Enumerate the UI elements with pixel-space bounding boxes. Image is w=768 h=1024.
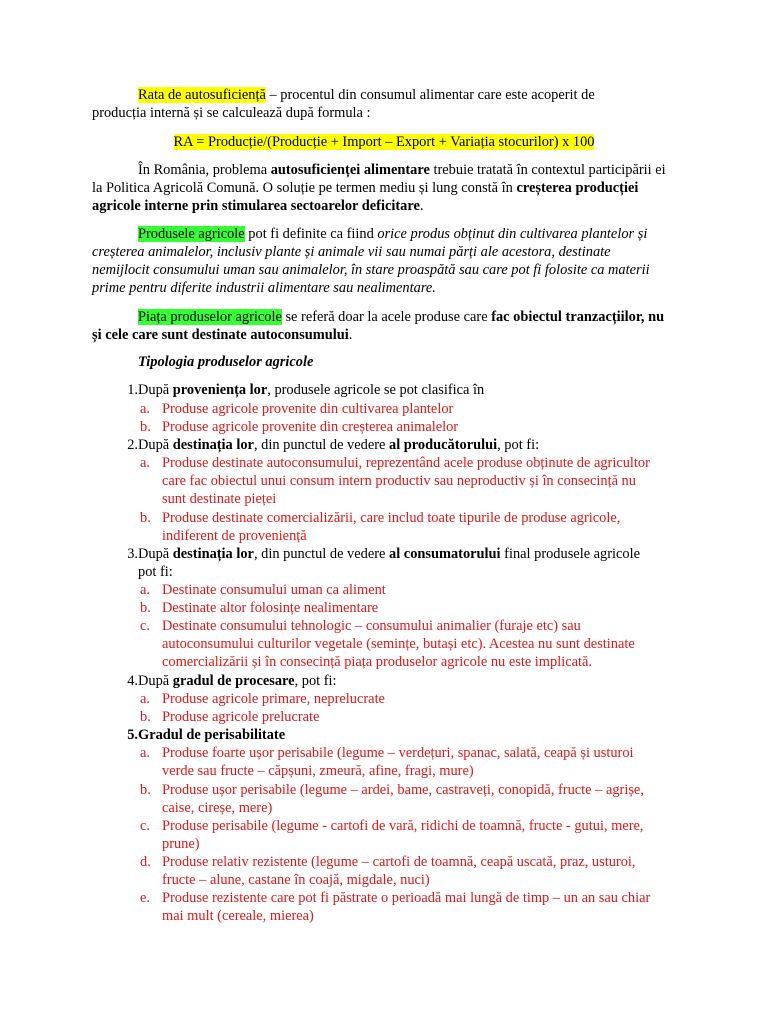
piata-term: Piața produselor agricole bbox=[138, 309, 282, 325]
produse-italic-definition: orice produs obținut din cultivarea plantelor și creșterea animalelor, inclusiv plante și animale vii sau numai părți ale acestora, destinate nemijlocit consumului uman sau animalelor, în stare proaspătă sau care pot fi folosite ca materii prime pentru diferite industrii alimentare sau nealimentare. bbox=[92, 226, 650, 296]
list-item-3-bold2: al consumatorului bbox=[389, 546, 501, 562]
list-item-1-pre: După bbox=[138, 382, 173, 398]
sub-letter: a. bbox=[140, 691, 150, 707]
list-item-4-post: , pot fi: bbox=[294, 673, 337, 689]
list-item-1-post: , produsele agricole se pot clasifica în bbox=[267, 382, 485, 398]
romania-text-2: trebuie tratată în contextul participării ei la Politica Agricolă Comună. O soluție pe termen mediu și lung constă în bbox=[92, 162, 666, 196]
self-sufficiency-term: Rata de autosuficiență bbox=[138, 87, 266, 103]
list-item-3-post: , din punctul de vedere bbox=[253, 546, 390, 562]
list-item-3-bold: destinația lor bbox=[172, 546, 254, 562]
list-number-3: 3. bbox=[127, 546, 138, 562]
sub-item: Produse perisabile (legume - cartofi de vară, ridichi de toamnă, fructe - gutui, mere, prune) bbox=[162, 818, 644, 852]
self-sufficiency-definition-line2: producția internă și se calculează după formula : bbox=[92, 105, 371, 121]
sub-letter: b. bbox=[140, 419, 151, 435]
sub-item: Produse relativ rezistente (legume – cartofi de toamnă, ceapă uscată, praz, usturoi, fructe – alune, castane în coajă, migdale, nuci) bbox=[162, 854, 636, 888]
formula-line bbox=[0, 133, 768, 151]
list-item-3-pre: După bbox=[138, 546, 173, 562]
sub-item: Produse foarte ușor perisabile (legume – verdețuri, spanac, salată, ceapă și usturoi verde sau fructe – căpșuni, zmeură, afine, fragi, mure) bbox=[162, 745, 634, 779]
sub-item: Produse agricole prelucrate bbox=[162, 709, 320, 725]
sub-letter: c. bbox=[140, 618, 150, 634]
sub-item: Produse destinate autoconsumului, reprezentând acele produse obținute de agricultor care fac obiectul unui consum intern productiv sau neproductiv și în consecință nu sunt destinate pieței bbox=[162, 455, 650, 507]
list-number-1: 1. bbox=[127, 382, 138, 398]
romania-bold-2: creșterea producției agricole interne prin stimularea sectoarelor deficitare bbox=[92, 180, 639, 214]
sub-item: Destinate altor folosințe nealimentare bbox=[162, 600, 379, 616]
list-item-2-bold: destinația lor bbox=[172, 437, 254, 453]
sub-letter: a. bbox=[140, 455, 150, 471]
list-item-5-bold: Gradul de perisabilitate bbox=[138, 727, 286, 743]
list-number-2: 2. bbox=[127, 437, 138, 453]
sub-item: Produse destinate comercializării, care includ toate tipurile de produse agricole, indiferent de proveniență bbox=[162, 510, 621, 544]
formula: RA = Producție/(Producție + Import – Export + Variația stocurilor) x 100 bbox=[173, 134, 595, 150]
list-item-2-post2: , pot fi: bbox=[497, 437, 540, 453]
sub-letter: a. bbox=[140, 401, 150, 417]
piata-text-2: . bbox=[348, 327, 353, 343]
list-item-2-pre: După bbox=[138, 437, 173, 453]
sub-letter: b. bbox=[140, 600, 151, 616]
romania-paragraph bbox=[92, 161, 666, 215]
produse-term: Produsele agricole bbox=[138, 226, 245, 242]
list-item-5 bbox=[138, 726, 658, 744]
sub-letter: c. bbox=[140, 818, 150, 834]
piata-paragraph bbox=[92, 308, 666, 344]
sub-letter: e. bbox=[140, 890, 150, 906]
list-item-3-post2: final produsele agricole pot fi: bbox=[138, 546, 641, 580]
sub-item: Produse agricole provenite din cultivarea plantelor bbox=[162, 401, 454, 417]
list-item-3 bbox=[138, 545, 658, 581]
sub-item: Destinate consumului uman ca aliment bbox=[162, 582, 386, 598]
sub-item: Produse agricole provenite din creșterea animalelor bbox=[162, 419, 459, 435]
sub-item: Produse ușor perisabile (legume – ardei, bame, castraveți, conopidă, fructe – agrișe, caise, cireșe, mere) bbox=[162, 782, 644, 816]
sub-letter: b. bbox=[140, 510, 151, 526]
list-number-4: 4. bbox=[127, 673, 138, 689]
sub-item: Produse rezistente care pot fi păstrate o perioadă mai lungă de timp – un an sau chiar mai mult (cereale, mierea) bbox=[162, 890, 651, 924]
sub-letter: a. bbox=[140, 745, 150, 761]
sub-letter: b. bbox=[140, 709, 151, 725]
sub-letter: d. bbox=[140, 854, 151, 870]
produse-text: pot fi definite ca fiind bbox=[244, 226, 378, 242]
sub-letter: b. bbox=[140, 782, 151, 798]
self-sufficiency-paragraph bbox=[92, 86, 666, 122]
list-item-1-bold: proveniența lor bbox=[172, 382, 268, 398]
sub-letter: a. bbox=[140, 582, 150, 598]
produse-paragraph bbox=[92, 225, 666, 297]
romania-text-3: . bbox=[419, 198, 424, 214]
romania-bold-1: autosuficienței alimentare bbox=[270, 162, 430, 178]
piata-bold: fac obiectul tranzacțiilor, nu și cele care sunt destinate autoconsumului bbox=[92, 309, 665, 343]
list-number-5: 5. bbox=[127, 727, 138, 743]
self-sufficiency-definition-line1: – procentul din consumul alimentar care este acoperit de bbox=[265, 87, 595, 103]
list-item-2-post: , din punctul de vedere bbox=[253, 437, 390, 453]
list-item-4 bbox=[138, 672, 658, 690]
sub-item: Produse agricole primare, neprelucrate bbox=[162, 691, 385, 707]
piata-text-1: se referă doar la acele produse care bbox=[281, 309, 492, 325]
list-item-4-pre: După bbox=[138, 673, 173, 689]
list-item-2 bbox=[138, 436, 658, 454]
list-item-4-bold: gradul de procesare bbox=[172, 673, 295, 689]
sub-item: Destinate consumului tehnologic – consumului animalier (furaje etc) sau autoconsumului culturilor vegetale (semințe, butași etc). Acestea nu sunt destinate comercializării și în consecință piața produselor agricole nu este implicată. bbox=[162, 618, 635, 670]
list-item-1 bbox=[138, 381, 658, 399]
section-heading: Tipologia produselor agricole bbox=[138, 354, 314, 370]
romania-text-1: În România, problema bbox=[138, 162, 271, 178]
list-item-2-bold2: al producătorului bbox=[389, 437, 498, 453]
